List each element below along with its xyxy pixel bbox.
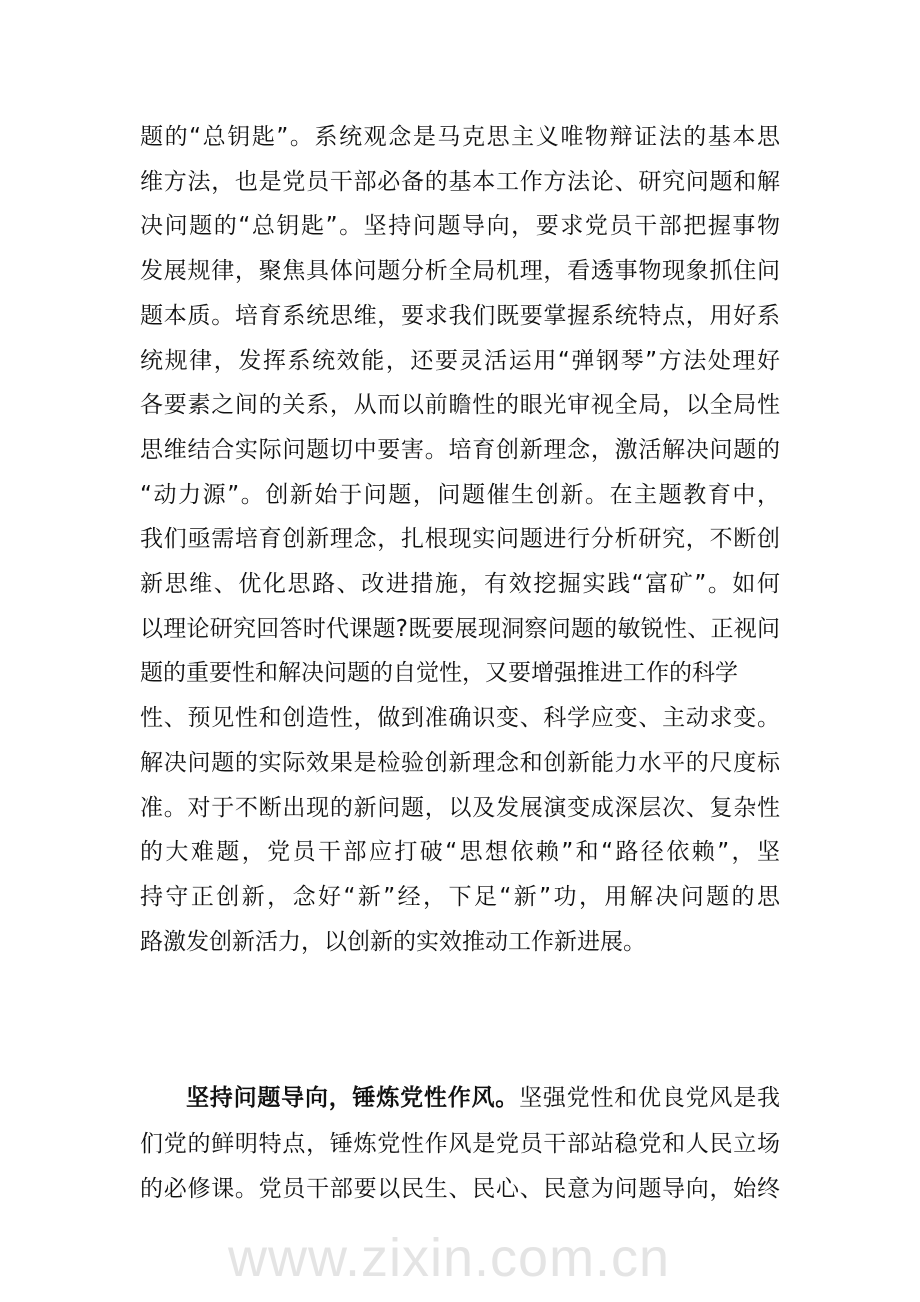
paragraph-2-line: 们党的鲜明特点，锤炼党性作风是党员干部站稳党和人民立场 (140, 1131, 780, 1157)
paragraph-1-line: 持守正创新，念好“新”经，下足“新”功，用解决问题的思 (140, 883, 780, 910)
paragraph-1-line: 以理论研究回答时代课题?既要展现洞察问题的敏锐性、正视问 (140, 615, 780, 642)
paragraph-1-line: 新思维、优化思路、改进措施，有效挖掘实践“富矿”。如何 (140, 571, 780, 597)
paragraph-1-line: 题的“总钥匙”。系统观念是马克思主义唯物辩证法的基本思 (140, 124, 780, 150)
paragraph-1-line: 思维结合实际问题切中要害。培育创新理念，激活解决问题的 (140, 436, 780, 463)
watermark: www.zixin.com.cn (228, 1228, 671, 1288)
paragraph-1-line: 各要素之间的关系，从而以前瞻性的眼光审视全局，以全局性 (140, 392, 780, 419)
paragraph-1-line: “动力源”。创新始于问题，问题催生创新。在主题教育中， (140, 481, 780, 508)
paragraph-1-line: 性、预见性和创造性，做到准确识变、科学应变、主动求变。 (140, 705, 780, 732)
paragraph-1-line: 题本质。培育系统思维，要求我们既要掌握系统特点，用好系 (140, 302, 780, 329)
paragraph-1-line: 发展规律，聚焦具体问题分析全局机理，看透事物现象抓住问 (140, 258, 780, 285)
paragraph-1-line: 的大难题，党员干部应打破“思想依赖”和“路径依赖”，坚 (140, 839, 780, 866)
paragraph-text: 坚强党性和优良党风是我 (519, 1085, 781, 1111)
paragraph-1-line: 统规律，发挥系统效能，还要灵活运用“弹钢琴”方法处理好 (140, 347, 780, 374)
paragraph-1-line: 准。对于不断出现的新问题，以及发展演变成深层次、复杂性 (140, 794, 780, 821)
paragraph-heading: 坚持问题导向，锤炼党性作风。 (186, 1085, 520, 1111)
paragraph-1-line: 决问题的“总钥匙”。坚持问题导向，要求党员干部把握事物 (140, 213, 780, 240)
paragraph-2-line (140, 1083, 780, 1113)
paragraph-2-line: 的必修课。党员干部要以民生、民心、民意为问题导向，始终 (140, 1175, 780, 1202)
paragraph-1-line: 解决问题的实际效果是检验创新理念和创新能力水平的尺度标 (140, 749, 780, 776)
paragraph-1-line: 维方法，也是党员干部必备的基本工作方法论、研究问题和解 (140, 168, 780, 195)
paragraph-1-line: 路激发创新活力，以创新的实效推动工作新进展。 (140, 928, 646, 955)
paragraph-1-line: 题的重要性和解决问题的自觉性，又要增强推进工作的科学 (140, 660, 738, 687)
paragraph-1-line: 我们亟需培育创新理念，扎根现实问题进行分析研究，不断创 (140, 526, 780, 553)
